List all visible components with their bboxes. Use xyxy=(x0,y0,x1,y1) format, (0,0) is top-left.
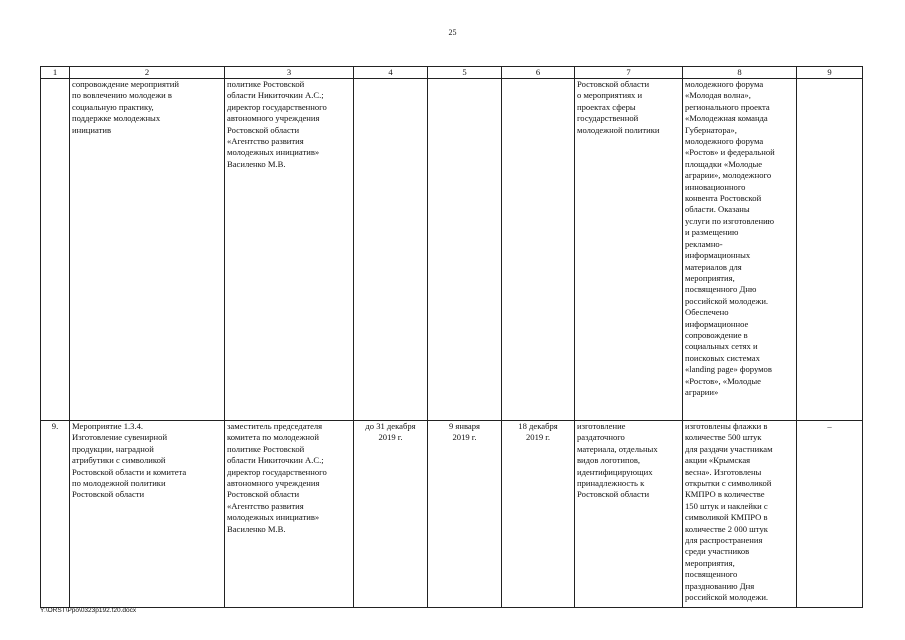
row-number: 9. xyxy=(41,421,70,608)
table-row xyxy=(41,421,863,608)
table-row xyxy=(41,79,863,421)
header-cell: 9 xyxy=(797,67,863,79)
page-number: 25 xyxy=(448,28,457,37)
header-cell: 5 xyxy=(428,67,502,79)
planned-result-cell: изготовление раздаточного материала, отдельных видов логотипов, идентифицирующих принадлежность к Ростовской области xyxy=(575,421,683,608)
end-date-cell xyxy=(502,79,575,421)
footer-file-path: Y:\ORST\Ppo\0323p192.f20.docx xyxy=(40,607,137,614)
header-cell: 1 xyxy=(41,67,70,79)
notes-cell: – xyxy=(797,421,863,608)
event-cell: сопровождение мероприятий по вовлечению молодежи в социальную практику, поддержке молодежных инициатив xyxy=(70,79,225,421)
notes-cell xyxy=(797,79,863,421)
actual-result-cell: молодежного форума «Молодая волна», регионального проекта «Молодежная команда Губернатора», молодежного форума «Ростов» и федеральной площадки «Молодые аграрии», молодежного инновационного конвента Ростовской области. Оказаны услуги по изготовлению и размещению рекламно- информационных материалов для мероприятия, посвященного Дню российской молодежи. Обеспечено информационное сопровождение в социальных сетях и поисковых системах «landing page» форумов «Ростов», «Молодые аграрии» xyxy=(683,79,797,421)
end-date-cell: 18 декабря 2019 г. xyxy=(502,421,575,608)
responsible-cell: заместитель председателя комитета по молодежной политике Ростовской области Никиточкин А.С.; директор государственного автономного учреждения Ростовской области «Агентство развития молодежных инициатив» Василенко М.В. xyxy=(225,421,354,608)
header-row xyxy=(41,67,863,79)
header-cell: 4 xyxy=(354,67,428,79)
actual-result-cell: изготовлены флажки в количестве 500 штук для раздачи участникам акции «Крымская весна». Изготовлены открытки с символикой КМПРО в количестве 150 штук и наклейки с символикой КМПРО в количестве 2 000 штук для распространения среди участников мероприятия, посвященного празднованию Дня российской молодежи. xyxy=(683,421,797,608)
deadline-cell: до 31 декабря 2019 г. xyxy=(354,421,428,608)
header-cell: 2 xyxy=(70,67,225,79)
header-cell: 8 xyxy=(683,67,797,79)
event-cell: Мероприятие 1.3.4. Изготовление сувенирной продукции, наградной атрибутики с символикой Ростовской области и комитета по молодежной политики Ростовской области xyxy=(70,421,225,608)
planned-result-cell: Ростовской области о мероприятиях и проектах сферы государственной молодежной политики xyxy=(575,79,683,421)
responsible-cell: политике Ростовской области Никиточкин А.С.; директор государственного автономного учреждения Ростовской области «Агентство развития молодежных инициатив» Василенко М.В. xyxy=(225,79,354,421)
report-table xyxy=(40,66,863,608)
header-cell: 6 xyxy=(502,67,575,79)
header-cell: 7 xyxy=(575,67,683,79)
header-cell: 3 xyxy=(225,67,354,79)
start-date-cell: 9 января 2019 г. xyxy=(428,421,502,608)
row-number xyxy=(41,79,70,421)
start-date-cell xyxy=(428,79,502,421)
deadline-cell xyxy=(354,79,428,421)
